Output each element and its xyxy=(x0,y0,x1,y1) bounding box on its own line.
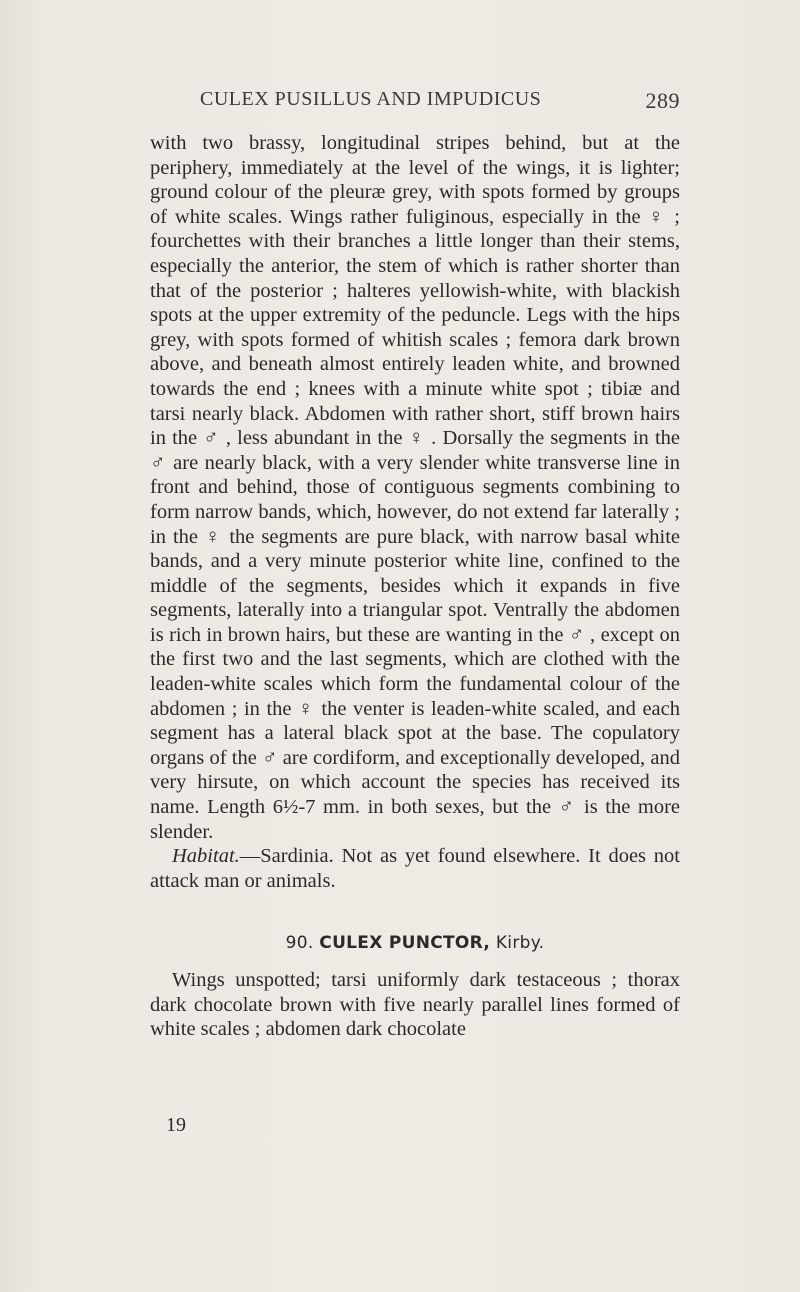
habitat-paragraph xyxy=(150,844,680,893)
page-number: 289 xyxy=(645,88,680,113)
signature-mark: 19 xyxy=(166,1114,186,1136)
habitat-label: Habitat. xyxy=(172,845,240,868)
description-paragraph: with two brassy, longitudinal stripes behind, but at the periphery, immediately at the level of the wings, it is lighter; ground colour of the pleuræ grey, with spots formed by groups of white scales. Wings rather fuliginous, especially in the ♀ ; fourchettes with their branches a little longer than their stems, especially the anterior, the stem of which is rather shorter than that of the posterior ; halteres yellowish-white, with blackish spots at the upper extremity of the peduncle. Legs with the hips grey, with spots formed of whitish scales ; femora dark brown above, and beneath almost entirely leaden white, and browned towards the end ; knees with a minute white spot ; tibiæ and tarsi nearly black. Abdomen with rather short, stiff brown hairs in the ♂ , less abundant in the ♀ . Dorsally the segments in the ♂ are nearly black, with a very slender white transverse line in front and behind, those of contiguous segments combining to form narrow bands, which, however, do not extend far laterally ; in the ♀ the segments are pure black, with narrow basal white bands, and a very minute posterior white line, confined to the middle of the segments, besides which it expands in five segments, laterally into a triangular spot. Ventrally the abdomen is rich in brown hairs, but these are wanting in the ♂ , except on the first two and the last segments, which are clothed with the leaden-white scales which form the fundamental colour of the abdomen ; in the ♀ the venter is leaden-white scaled, and each segment has a lateral black spot at the base. The copulatory organs of the ♂ are cordiform, and exceptionally developed, and very hirsute, on which account the species has received its name. Length 6½-7 mm. in both sexes, but the ♂ is the more slender. xyxy=(150,132,680,843)
running-head-title: CULEX PUSILLUS AND IMPUDICUS xyxy=(200,88,542,110)
species-number: 90. xyxy=(285,933,314,954)
species-name: CULEX PUNCTOR, xyxy=(319,933,491,954)
species-heading xyxy=(150,931,680,956)
species-author: Kirby. xyxy=(495,933,545,954)
habitat-text: —Sardinia. Not as yet found elsewhere. It does not attack man or animals. xyxy=(150,845,680,892)
punctor-paragraph: Wings unspotted; tarsi uniformly dark testaceous ; thorax dark chocolate brown with five nearly parallel lines formed of white scales ; abdomen dark chocolate xyxy=(150,969,680,1041)
body-text xyxy=(150,131,680,1042)
